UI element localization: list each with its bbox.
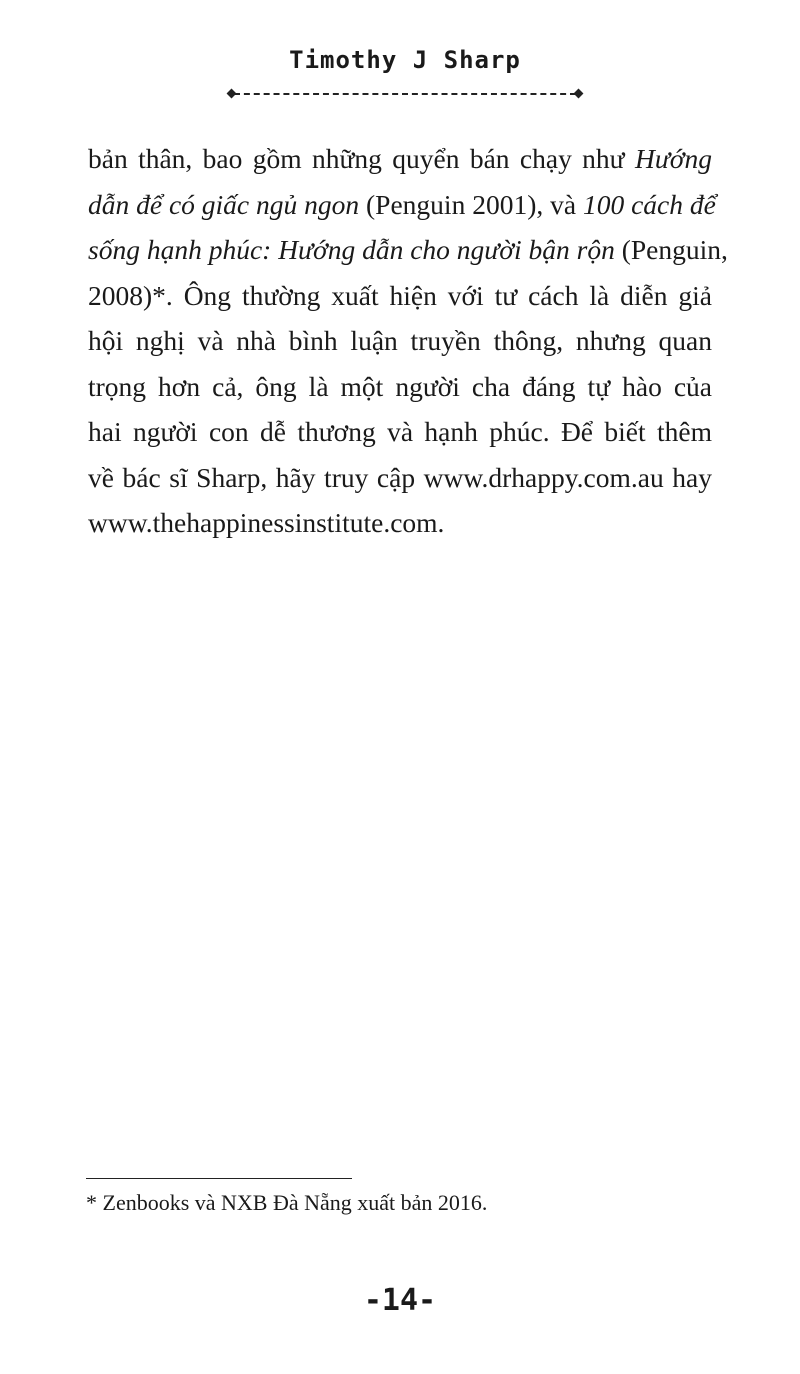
text-segment: (Penguin, <box>614 234 728 265</box>
page-number: -14- <box>363 1283 437 1318</box>
text-line-1 <box>88 136 712 182</box>
footnote-divider <box>86 1178 352 1179</box>
text-line-6: trọng hơn cả, ông là một người cha đáng tự hào của <box>88 370 712 402</box>
text-segment: bản thân, bao gồm những quyển bán chạy như <box>88 143 635 174</box>
text-line-5: hội nghị và nhà bình luận truyền thông, nhưng quan <box>88 325 712 356</box>
italic-book-title: dẫn để có giấc ngủ ngon <box>88 188 360 220</box>
footnote: * Zenbooks và NXB Đà Nẵng xuất bản 2016. <box>86 1190 488 1215</box>
text-line-7: hai người con dễ thương và hạnh phúc. Để biết thêm <box>88 416 712 447</box>
italic-book-title: sống hạnh phúc: Hướng dẫn cho người bận rộn <box>88 234 615 265</box>
text-line-8: về bác sĩ Sharp, hãy truy cập www.drhappy.com.au hay <box>88 461 712 493</box>
italic-book-title: Hướng <box>634 143 712 174</box>
text-line-3 <box>88 227 728 273</box>
text-line-9: www.thehappinessinstitute.com. <box>88 507 445 538</box>
text-line-2 <box>88 182 716 228</box>
running-head-title: Timothy J Sharp <box>289 46 521 74</box>
header-dashed-rule <box>234 93 576 95</box>
body-paragraph <box>88 136 728 546</box>
text-line-4: 2008)*. Ông thường xuất hiện với tư cách là diễn giả <box>88 279 712 311</box>
italic-book-title: 100 cách để <box>582 188 716 220</box>
text-segment: (Penguin 2001), và <box>359 188 583 220</box>
